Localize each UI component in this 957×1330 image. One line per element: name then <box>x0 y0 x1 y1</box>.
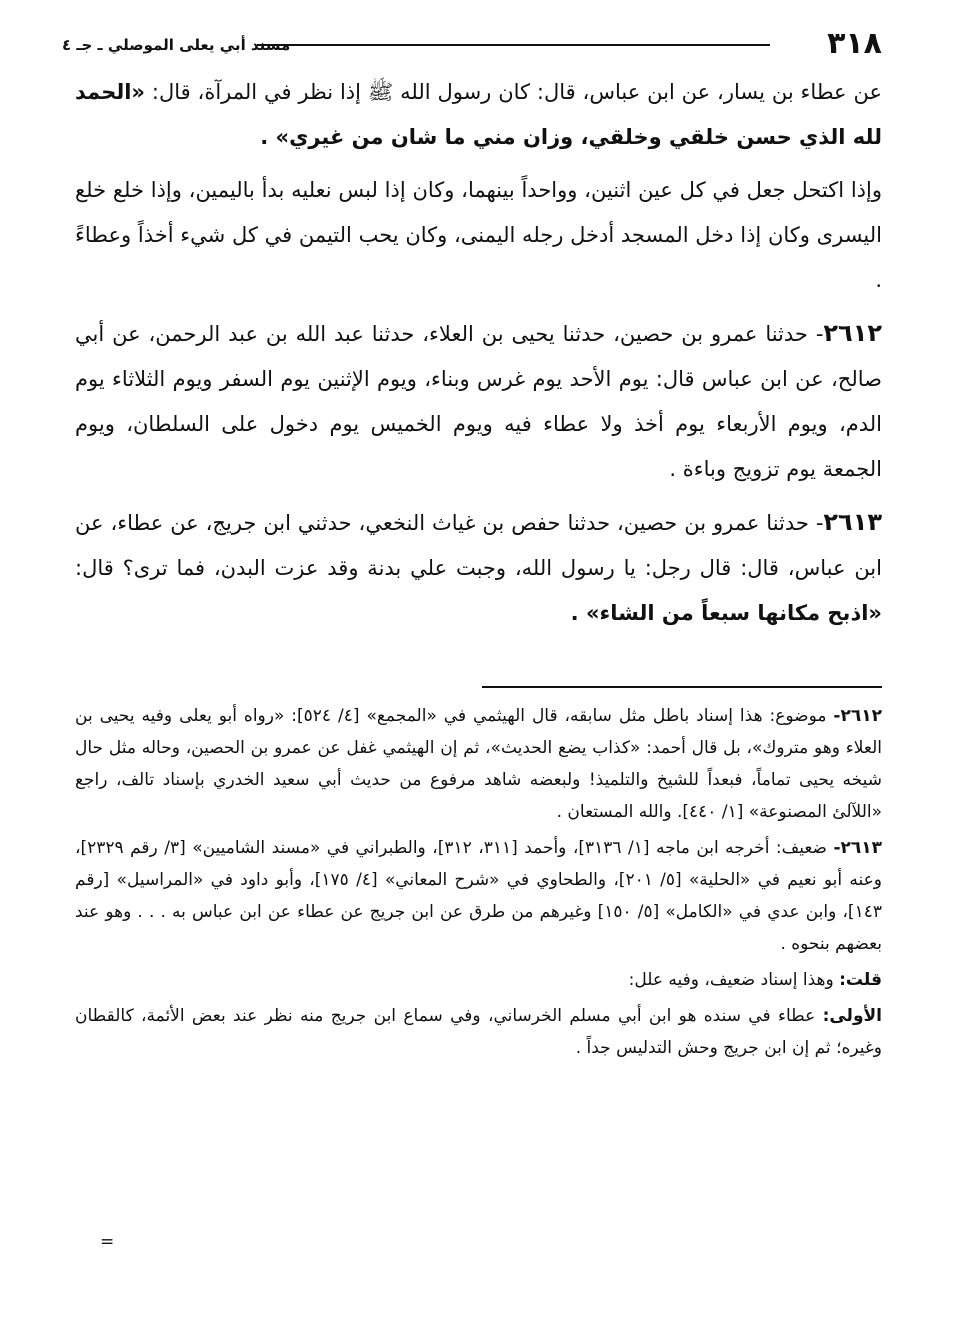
paragraph-1 <box>75 70 882 160</box>
paragraph-1-text: عن عطاء بن يسار، عن ابن عباس، قال: كان رسول الله ﷺ إذا نظر في المرآة، قال: <box>151 80 882 104</box>
footnote-qult <box>75 964 882 996</box>
footnote-2612 <box>75 700 882 828</box>
hadith-quote-2613: «اذبح مكانها سبعاً من الشاء» . <box>570 601 882 625</box>
qult-text: وهذا إسناد ضعيف، وفيه علل: <box>628 970 840 990</box>
hadith-2613-text: - حدثنا عمرو بن حصين، حدثنا حفص بن غياث النخعي، حدثني ابن جريج، عن عطاء، عن ابن عباس، قال: قال رجل: يا رسول الله، وجبت علي بدنة وقد عزت البدن، فما ترى؟ قال: <box>75 511 882 580</box>
ula-text: عطاء في سنده هو ابن أبي مسلم الخرساني، وفي سماع ابن جريج منه نظر عند بعض الأئمة، كالقطان وغيره؛ ثم إن ابن جريج وحش التدليس جداً . <box>75 1006 882 1058</box>
header-rule <box>257 44 770 46</box>
footnote-number-2613: ٢٦١٣- <box>833 838 883 858</box>
main-text <box>75 70 882 636</box>
continuation-mark: = <box>100 1232 115 1252</box>
footnote-2613-text: ضعيف: أخرجه ابن ماجه [١/ ٣١٣٦]، وأحمد [٣١١، ٣١٢]، والطبراني في «مسند الشاميين» [٣/ رقم ٢٣٢٩]، وعنه أبو نعيم في «الحلية» [٥/ ٢٠١]، والطحاوي في «شرح المعاني» [٤/ ١٧٥]، وأبو داود في «المراسيل» [رقم ١٤٣]، وابن عدي في «الكامل» [٥/ ١٥٠] وغيرهم من طرق عن ابن جريج عن عطاء عن ابن عباس به . . . وهو عند بعضهم بنحوه . <box>75 838 882 954</box>
footnote-number-2612: ٢٦١٢- <box>833 706 882 726</box>
running-title: مسند أبي يعلى الموصلي ـ جـ ٤ <box>62 36 291 54</box>
footnote-ula <box>75 1000 882 1064</box>
footnote-2613 <box>75 832 882 960</box>
paragraph-2: وإذا اكتحل جعل في كل عين اثنين، وواحداً بينهما، وكان إذا لبس نعليه بدأ باليمين، وإذا خلع خلع اليسرى وكان إذا دخل المسجد أدخل رجله اليمنى، وكان يحب التيمن في كل شيء أخذاً وعطاءً . <box>75 178 882 292</box>
page-header <box>62 26 882 70</box>
hadith-number-2613: ٢٦١٣ <box>823 508 882 536</box>
footnote-2612-text: موضوع: هذا إسناد باطل مثل سابقه، قال الهيثمي في «المجمع» [٤/ ٥٢٤]: «رواه أبو يعلى وفيه يحيى بن العلاء وهو متروك»، بل قال أحمد: «كذاب يضع الحديث»، ثم إن الهيثمي غفل عن عمرو بن الحصين، وحاله مثل حال شيخه يحيى تماماً، فبعداً للشيخ والتلميذ! ولبعضه شاهد مرفوع من حديث أبي سعيد الخدري بإسناد تالف، راجع «اللآلئ المصنوعة» [١/ ٤٤٠]. والله المستعان . <box>75 706 882 822</box>
hadith-number-2612: ٢٦١٢ <box>823 319 882 347</box>
footnote-divider <box>482 686 882 688</box>
hadith-quote-1: «الحمد لله الذي حسن خلقي وخلقي، وزان مني ما شان من غيري» . <box>75 80 882 149</box>
ula-label: الأولى: <box>822 1006 882 1026</box>
hadith-2612-text: - حدثنا عمرو بن حصين، حدثنا يحيى بن العلاء، حدثنا عبد الله بن عبد الرحمن، عن أبي صالح، عن ابن عباس قال: يوم الأحد يوم غرس وبناء، ويوم الإثنين يوم السفر ويوم الثلاثاء يوم الدم، ويوم الأربعاء يوم أخذ ولا عطاء فيه ويوم الخميس يوم دخول على السلطان، ويوم الجمعة يوم تزويج وباءة . <box>75 322 882 481</box>
hadith-2613 <box>75 500 882 636</box>
page-number: ٣١٨ <box>827 26 882 61</box>
footnotes <box>75 700 882 1064</box>
qult-label: قلت: <box>839 970 882 990</box>
hadith-2612 <box>75 311 882 492</box>
